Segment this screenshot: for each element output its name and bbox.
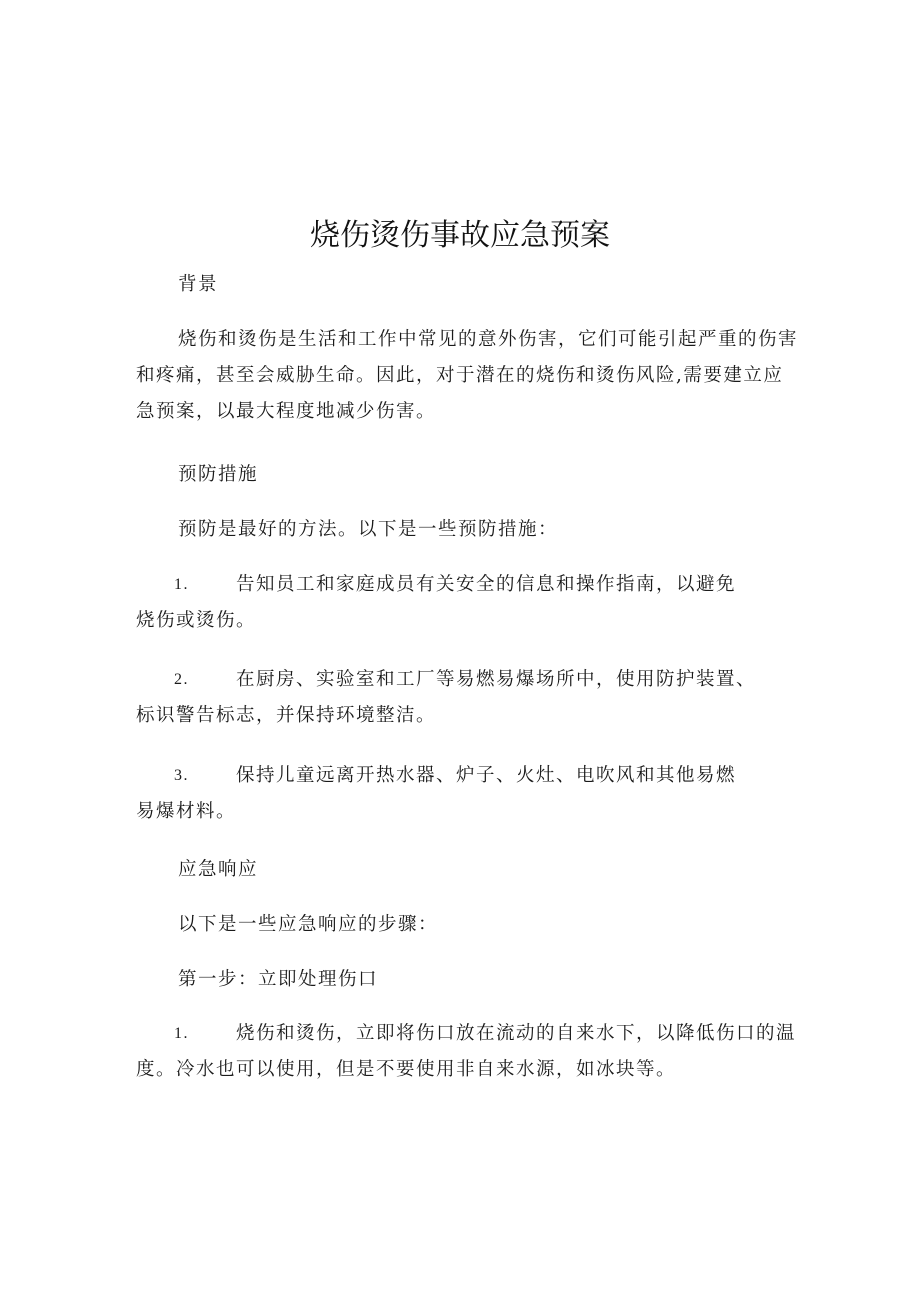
list-item-continuation: 烧伤或烫伤。 [136, 610, 257, 631]
step1-heading [136, 962, 798, 998]
list-item-first-line [136, 567, 798, 603]
section-heading: 背景 [178, 274, 219, 295]
paragraph-line: 以下是一些应急响应的步骤： [178, 914, 439, 935]
list-number: 1. [174, 576, 189, 593]
list-number: 2. [174, 671, 189, 688]
document-title: 烧伤烫伤事故应急预案 [310, 218, 610, 253]
step-heading: 第一步：立即处理伤口 [178, 969, 379, 990]
paragraph-line: 急预案，以最大程度地减少伤害。 [136, 401, 437, 422]
paragraph-line: 预防是最好的方法。以下是一些预防措施： [178, 519, 559, 540]
background-paragraph [136, 322, 798, 430]
prevention-item-3 [136, 758, 798, 830]
list-item-first-line [136, 758, 798, 794]
list-item-first-line [136, 1016, 798, 1052]
prevention-item-1 [136, 567, 798, 639]
background-heading [136, 267, 798, 303]
list-item-first-line [136, 662, 798, 698]
step1-item-1 [136, 1016, 798, 1088]
list-text: 告知员工和家庭成员有关安全的信息和操作指南，以避免 [236, 574, 737, 595]
list-item-continuation: 度。冷水也可以使用，但是不要使用非自来水源，如冰块等。 [136, 1059, 677, 1080]
paragraph-line: 烧伤和烫伤是生活和工作中常见的意外伤害，它们可能引起严重的伤害 [178, 329, 799, 350]
prevention-heading [136, 457, 798, 493]
list-number: 1. [174, 1025, 189, 1042]
list-text: 在厨房、实验室和工厂等易燃易爆场所中，使用防护装置、 [236, 669, 757, 690]
list-text: 保持儿童远离开热水器、炉子、火灶、电吹风和其他易燃 [236, 765, 737, 786]
section-heading: 预防措施 [178, 464, 259, 485]
prevention-intro [136, 512, 798, 548]
list-item-continuation: 易爆材料。 [136, 801, 237, 822]
paragraph-line: 和疼痛，甚至会威胁生命。因此，对于潜在的烧伤和烫伤风险,需要建立应 [136, 365, 784, 386]
section-heading: 应急响应 [178, 859, 259, 880]
response-heading [136, 852, 798, 888]
prevention-item-2 [136, 662, 798, 734]
list-number: 3. [174, 767, 189, 784]
response-intro [136, 907, 798, 943]
list-item-continuation: 标识警告标志，并保持环境整洁。 [136, 705, 437, 726]
list-text: 烧伤和烫伤，立即将伤口放在流动的自来水下，以降低伤口的温 [236, 1023, 797, 1044]
